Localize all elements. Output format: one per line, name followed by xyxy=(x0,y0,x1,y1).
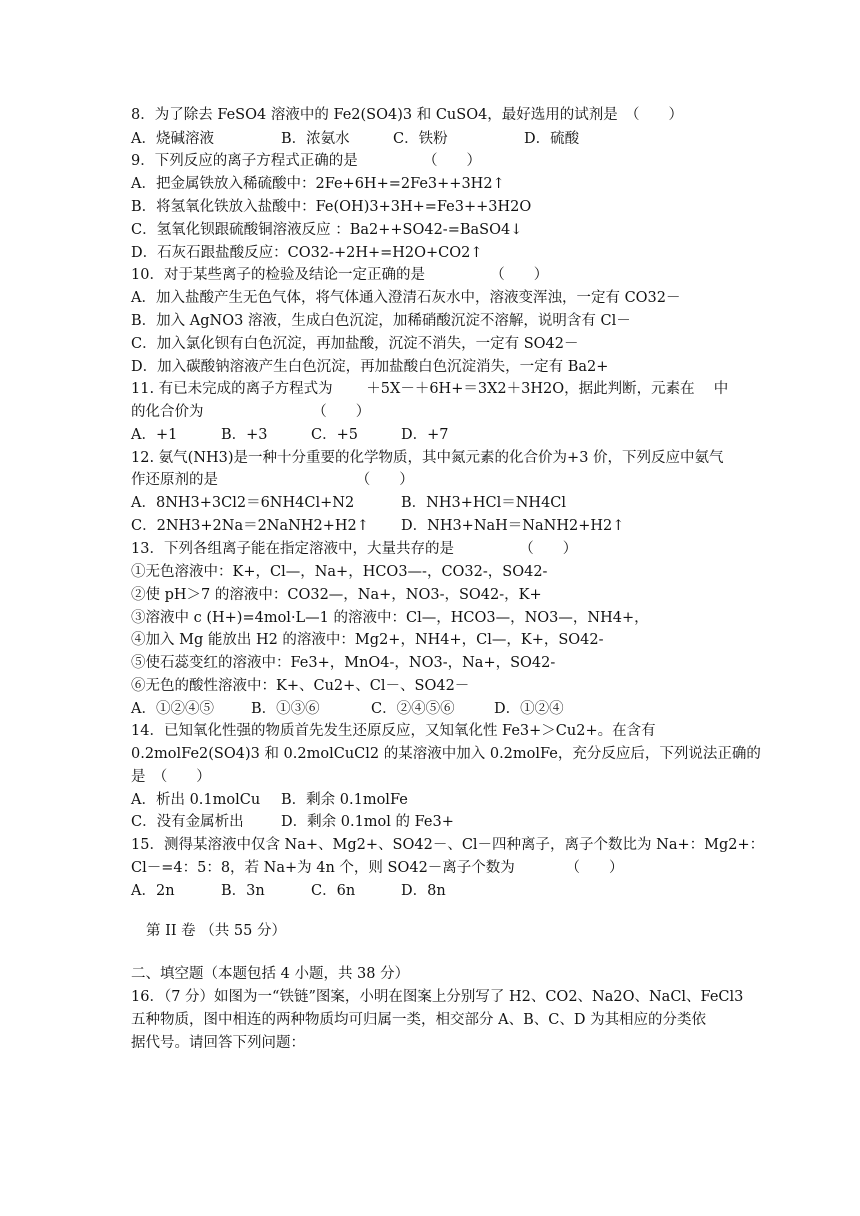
q15-line1: 15．测得某溶液中仅含 Na+、Mg2+、SO42－、Cl－四种离子，离子个数比为 Na+：Mg2+： xyxy=(131,837,765,853)
q13-statement-4: ④加入 Mg 能放出 H2 的溶液中：Mg2+，NH4+，Cl—，K+，SO42- xyxy=(131,632,604,648)
q15-line2: Cl－=4：5：8，若 Na+为 4n 个，则 SO42－离子个数为 （ ） xyxy=(131,860,624,876)
q15-options xyxy=(131,880,751,902)
q12-line1: 12. 氨气(NH3)是一种十分重要的化学物质，其中氮元素的化合价为+3 价，下列反应中氨气 xyxy=(131,450,724,466)
q10-stem: 10．对于某些离子的检验及结论一定正确的是 （ ） xyxy=(131,267,549,283)
q13-option-c: C．②④⑤⑥ xyxy=(371,701,455,717)
q11-line1: 11. 有已未完成的离子方程式为 ＋5X－＋6H+＝3X2＋3H2O，据此判断，元素在 中 xyxy=(131,381,729,397)
q15-option-b: B．3n xyxy=(221,883,265,899)
q9-option-b: B．将氢氧化铁放入盐酸中：Fe(OH)3+3H+=Fe3++3H2O xyxy=(131,199,532,215)
q15-option-a: A．2n xyxy=(131,883,175,899)
q10-option-a: A．加入盐酸产生无色气体，将气体通入澄清石灰水中，溶液变浑浊，一定有 CO32－ xyxy=(131,290,681,306)
q10-option-b: B．加入 AgNO3 溶液，生成白色沉淀，加稀硝酸沉淀不溶解，说明含有 Cl－ xyxy=(131,313,631,329)
q14-line3: 是 （ ） xyxy=(131,769,211,785)
q12-option-b: B．NH3+HCl＝NH4Cl xyxy=(401,495,567,511)
q12-option-c: C．2NH3+2Na＝2NaNH2+H2↑ xyxy=(131,518,369,534)
q14-option-c: C．没有金属析出 xyxy=(131,814,244,830)
q14-option-a: A．析出 0.1molCu xyxy=(131,792,261,808)
q13-statement-3: ③溶液中 c (H+)=4mol·L—1 的溶液中：Cl—，HCO3—，NO3—，NH4+， xyxy=(131,610,649,626)
q11-line2: 的化合价为 （ ） xyxy=(131,404,371,420)
q11-option-c: C．+5 xyxy=(311,427,358,443)
q12-option-a: A．8NH3+3Cl2＝6NH4Cl+N2 xyxy=(131,495,355,511)
q11-option-d: D．+7 xyxy=(401,427,449,443)
q8-option-a: A．烧碱溶液 xyxy=(131,131,214,147)
q14-line1: 14．已知氧化性强的物质首先发生还原反应，又知氧化性 Fe3+＞Cu2+。在含有 xyxy=(131,723,656,739)
q10-option-c: C．加入氯化钡有白色沉淀，再加盐酸，沉淀不消失，一定有 SO42－ xyxy=(131,336,579,352)
q12-options-row1 xyxy=(131,492,751,514)
q8-option-b: B．浓氨水 xyxy=(281,131,350,147)
q12-option-d: D．NH3+NaH＝NaNH2+H2↑ xyxy=(401,518,625,534)
q14-option-d: D．剩余 0.1mol 的 Fe3+ xyxy=(281,814,454,830)
q16-line3: 据代号。请回答下列问题： xyxy=(131,1035,305,1051)
q8-stem: 8．为了除去 FeSO4 溶液中的 Fe2(SO4)3 和 CuSO4，最好选用的试剂是 （ ） xyxy=(131,107,684,123)
q8-option-c: C．铁粉 xyxy=(393,131,448,147)
q14-options-row2 xyxy=(131,811,751,833)
q12-options-row2 xyxy=(131,515,751,537)
q14-options-row1 xyxy=(131,789,751,811)
q14-option-b: B．剩余 0.1molFe xyxy=(281,792,408,808)
q16-line1: 16．（7 分）如图为一“铁链”图案，小明在图案上分别写了 H2、CO2、Na2O、NaCl、FeCl3 xyxy=(131,989,744,1005)
q9-option-c: C．氢氧化钡跟硫酸铜溶液反应 ：Ba2++SO42-=BaSO4↓ xyxy=(131,222,523,238)
q13-statement-5: ⑤使石蕊变红的溶液中：Fe3+，MnO4-，NO3-，Na+，SO42- xyxy=(131,655,556,671)
q13-statement-6: ⑥无色的酸性溶液中：K+、Cu2+、Cl－、SO42－ xyxy=(131,678,470,694)
section-title: 第 II 卷 （共 55 分） xyxy=(146,923,286,939)
q13-options xyxy=(131,698,751,720)
q13-statement-2: ②使 pH＞7 的溶液中：CO32—，Na+，NO3-，SO42-，K+ xyxy=(131,587,542,603)
q11-options xyxy=(131,424,751,446)
q13-option-a: A．①②④⑤ xyxy=(131,701,214,717)
q12-line2: 作还原剂的是 （ ） xyxy=(131,472,414,488)
q15-option-c: C．6n xyxy=(311,883,356,899)
q8-options xyxy=(131,128,751,150)
q9-stem: 9．下列反应的离子方程式正确的是 （ ） xyxy=(131,153,481,169)
q16-line2: 五种物质，图中相连的两种物质均可归属一类，相交部分 A、B、C、D 为其相应的分类依 xyxy=(131,1012,707,1028)
q8-option-d: D．硫酸 xyxy=(524,131,580,147)
q10-option-d: D．加入碳酸钠溶液产生白色沉淀，再加盐酸白色沉淀消失，一定有 Ba2+ xyxy=(131,359,609,375)
q14-line2: 0.2molFe2(SO4)3 和 0.2molCuCl2 的某溶液中加入 0.2molFe，充分反应后，下列说法正确的 xyxy=(131,746,761,762)
q9-option-d: D．石灰石跟盐酸反应：CO32-+2H+=H2O+CO2↑ xyxy=(131,245,483,261)
q13-option-d: D．①②④ xyxy=(494,701,564,717)
q9-option-a: A．把金属铁放入稀硫酸中：2Fe+6H+=2Fe3++3H2↑ xyxy=(131,176,505,192)
q13-option-b: B．①③⑥ xyxy=(251,701,320,717)
section-heading: 二、填空题（本题包括 4 小题，共 38 分） xyxy=(131,966,410,982)
q13-stem: 13．下列各组离子能在指定溶液中，大量共存的是 （ ） xyxy=(131,541,578,557)
q11-option-b: B．+3 xyxy=(221,427,268,443)
q15-option-d: D．8n xyxy=(401,883,446,899)
q13-statement-1: ①无色溶液中：K+，Cl—，Na+，HCO3—-，CO32-，SO42- xyxy=(131,564,548,580)
q11-option-a: A．+1 xyxy=(131,427,178,443)
